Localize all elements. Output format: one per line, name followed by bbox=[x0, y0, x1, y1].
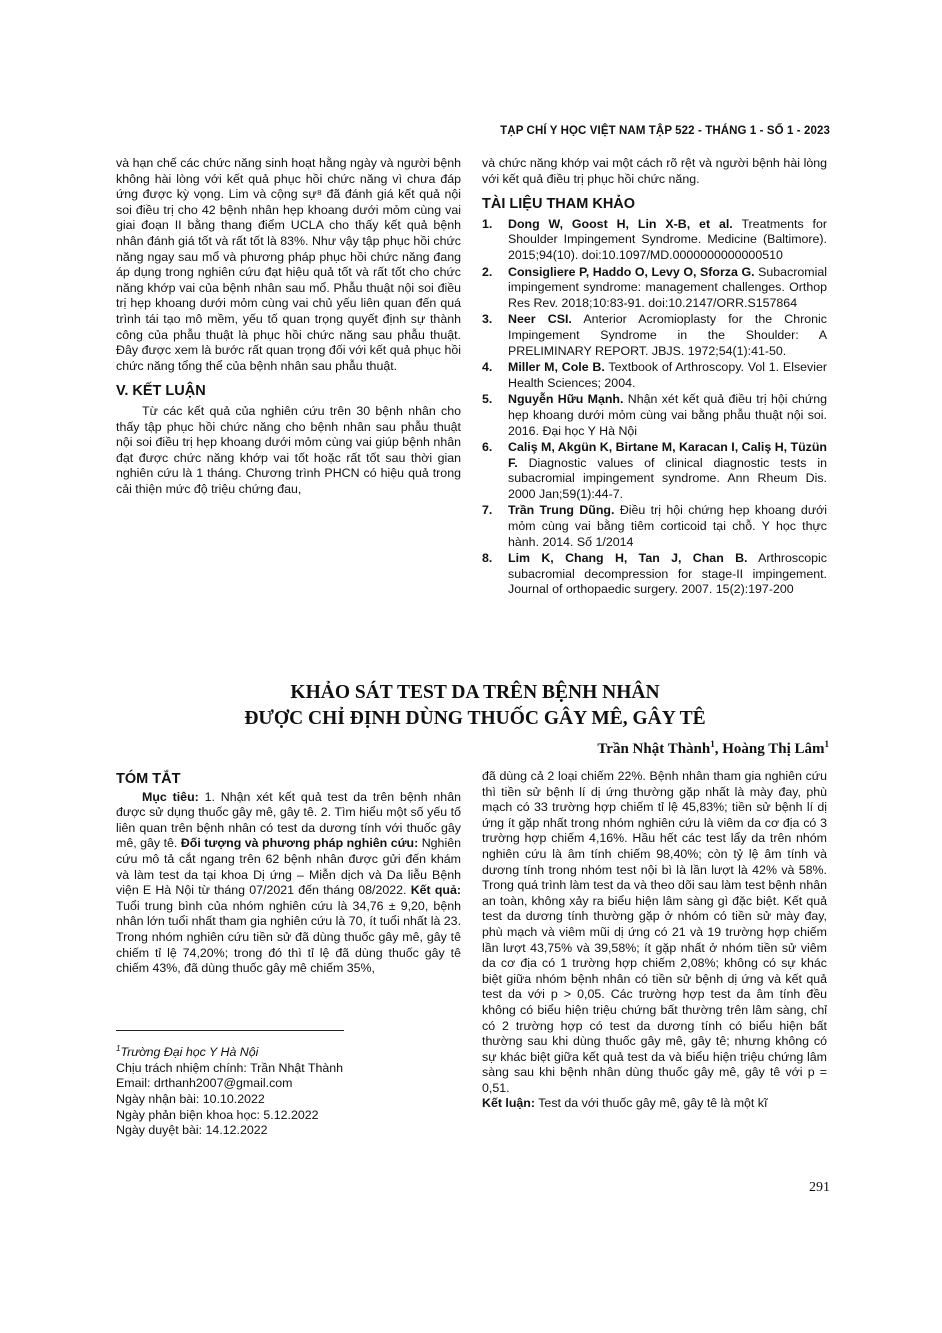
journal-header: TẠP CHÍ Y HỌC VIỆT NAM TẬP 522 - THÁNG 1 - SỐ 1 - 2023 bbox=[500, 125, 830, 137]
footnotes bbox=[116, 1041, 461, 1139]
abstract-paragraph: Mục tiêu: 1. Nhận xét kết quả test da trên bệnh nhân được sử dụng thuốc gây mê, gây tê. 2. Tìm hiểu một số yếu tố liên quan trên bệnh nhân có test da dương tính với thuốc gây mê, gây tê. Đối tượng và phương pháp nghiên cứu: Nghiên cứu mô tả cắt ngang trên 62 bệnh nhân được gửi đến khám và làm test da tại khoa Dị ứng – Miễn dịch và Da liễu Bệnh viện E Hà Nội từ tháng 07/2021 đến tháng 08/2022. Kết quả: Tuổi trung bình của nhóm nghiên cứu là 34,76 ± 9,20, bệnh nhân lớn tuổi nhất tham gia nghiên cứu là 70, ít tuổi nhất là 23. Trong nhóm nghiên cứu tiền sử đã dùng thuốc gây mê, gây tê chiếm tỉ lệ 74,20%; trong đó thì tỉ lệ đã dùng thuốc gây tê chiếm 43%, đã dùng thuốc gây mê chiếm 35%, bbox=[116, 789, 462, 976]
discussion-paragraph: và hạn chế các chức năng sinh hoạt hằng ngày và người bệnh không hài lòng với kết quả phục hồi chức năng vì chưa đáp ứng được kỳ vọng. Lim và cộng sự⁸ đã đánh giá kết quả nội soi điều trị cho 42 bệnh nhân hẹp khoang dưới mỏm cùng vai giai đoạn II bằng thang điểm UCLA cho thấy kết quả bệnh nhân đánh giá tốt và rất tốt là 83%. Như vậy tập phục hồi chức năng ngay sau mổ và phương pháp phục hồi chức năng đang áp dụng trong nghiên cứu đạt hiệu quả tốt và rất tốt cho chức năng khớp vai của bệnh nhân sau mổ. Phẫu thuật nội soi điều trị hẹp khoang dưới mỏm cùng vai chủ yếu liên quan đến quá trình tái tạo mô mềm, yếu tố quan trọng quyết định sự thành công của phẫu thuật là phục hồi chức năng sau phẫu thuật. Đây được xem là bước rất quan trọng đối với kết quả phục hồi chức năng tổng thể của bệnh nhân sau phẫu thuật. bbox=[116, 156, 461, 373]
author-name: Trần Nhật Thành bbox=[597, 741, 711, 757]
affiliation: $^1$Trường Đại học Y Hà Nội bbox=[116, 1044, 259, 1060]
abstract-results-paragraph: đã dùng cả 2 loại chiếm 22%. Bệnh nhân tham gia nghiên cứu thì tiền sử bệnh lí dị ứng thường gặp nhất là mày đay, phù mạch có 33 trường hợp chiếm tỉ lệ 45,83%; tiền sử bệnh lí dị ứng ít gặp nhất trong nhóm nghiên cứu là viêm da cơ địa có 3 trường hợp chiếm 4,16%. Hầu hết các test lẩy da trên nhóm nghiên cứu là âm tính chiếm 98,40%; còn tỷ lệ âm tính và dương tính trong nhóm test nội bì là lần lượt là 42% và 58%. Trong quá trình làm test da và theo dõi sau làm test bệnh nhân an toàn, không xảy ra biểu hiện lâm sàng gì đặc biệt. Kết quả test da dương tính thường gặp ở nhóm có tiền sử mày đay, phù mạch và viêm mũi dị ứng có 21 và 19 trường hợp chiếm lần lượt 43,75% và 39,58%; ít gặp nhất ở nhóm tiền sử viêm da cơ địa có 1 trường hợp chiếm 2,08%; không có sự khác biệt giữa nhóm bệnh nhân có tiền sử bệnh dị ứng và kết quả test da với p > 0,05. Các trường hợp test da âm tính đều không có biểu hiện triệu chứng bất thường trên lâm sàng, chỉ có 2 trường hợp có test da dương tính có biểu hiện bất thường sau khi dùng thuốc gây mê, gây tê; nhưng không có sự khác biệt giữa kết quả test da và biểu hiện triệu chứng lâm sàng sau khi bệnh nhân dùng thuốc gây mê, gây tê với p = 0,51. bbox=[482, 769, 827, 1095]
responsible-author: Chịu trách nhiệm chính: Trần Nhật Thành bbox=[116, 1060, 344, 1075]
right-column-top bbox=[482, 156, 827, 599]
reference-item: 2. Consigliere P, Haddo O, Levy O, Sforza G. Subacromial impingement syndrome: management challenges. Orthop Res Rev. 2018;10:83-91. doi:10.2147/ORR.S157864 bbox=[482, 264, 827, 310]
reference-item: 5. Nguyễn Hữu Mạnh. Nhận xét kết quả điều trị hội chứng hẹp khoang dưới mỏm cùng vai bằng phẫu thuật nội soi. 2016. Đại học Y Hà Nội bbox=[482, 392, 827, 438]
article-title bbox=[120, 680, 830, 732]
reference-item: 8. Lim K, Chang H, Tan J, Chan B. Arthroscopic subacromial decompression for stage-II impingement. Journal of orthopaedic surgery. 2007. 15(2):197-200 bbox=[482, 551, 827, 597]
reference-item: 4. Miller M, Cole B. Textbook of Arthroscopy. Vol 1. Elsevier Health Sciences; 2004. bbox=[482, 360, 827, 390]
reviewed-date: Ngày phản biện khoa học: 5.12.2022 bbox=[116, 1107, 319, 1122]
reference-item: 7. Trần Trung Dũng. Điều trị hội chứng hẹp khoang dưới mỏm cùng vai bằng tiêm corticoid tại chỗ. Y học thực hành. 2014. Số 1/2014 bbox=[482, 503, 827, 549]
references-heading: TÀI LIỆU THAM KHẢO bbox=[482, 196, 636, 213]
title-line-1: KHẢO SÁT TEST DA TRÊN BỆNH NHÂN bbox=[290, 682, 660, 703]
continuation-paragraph: và chức năng khớp vai một cách rõ rệt và người bệnh hài lòng với kết quả điều trị phục hồi chức năng. bbox=[482, 156, 827, 186]
author-line: Trần Nhật Thành$^1$, Hoàng Thị Lâm$^1$ bbox=[597, 739, 829, 757]
abstract-conclusion: Kết luận: Test da với thuốc gây mê, gây tê là một kĩ bbox=[482, 1096, 768, 1111]
page-number: 291 bbox=[809, 1180, 830, 1195]
approved-date: Ngày duyệt bài: 14.12.2022 bbox=[116, 1123, 268, 1138]
conclusion-paragraph: Từ các kết quả của nghiên cứu trên 30 bệnh nhân cho thấy tập phục hồi chức năng cho bệnh nhân sau phẫu thuật nội soi điều trị hẹp khoang dưới mỏm cùng vai giúp bệnh nhân đạt được chức năng khớp vai tốt hoặc rất tốt sau thời gian nghiên cứu là 1 tháng. Chương trình PHCN có hiệu quả trong cải thiện mức độ triệu chứng đau, bbox=[116, 403, 461, 496]
abstract-right-column bbox=[482, 769, 827, 1112]
abstract-left-column bbox=[116, 772, 461, 977]
reference-item: 6. Caliş M, Akgün K, Birtane M, Karacan I, Caliş H, Tüzün F. Diagnostic values of clinical diagnostic tests in subacromial impingement syndrome. Ann Rheum Dis. 2000 Jan;59(1):44-7. bbox=[482, 440, 827, 501]
reference-item: 3. Neer CSI. Anterior Acromioplasty for the Chronic Impingement Syndrome in the Shoulder: A PRELIMINARY REPORT. JBJS. 1972;54(1):41-50. bbox=[482, 312, 828, 358]
reference-list bbox=[482, 217, 827, 598]
left-column-top bbox=[116, 156, 461, 497]
received-date: Ngày nhận bài: 10.10.2022 bbox=[116, 1091, 265, 1106]
footnote-separator bbox=[116, 1030, 344, 1031]
reference-item: 1. Dong W, Goost H, Lin X-B, et al. Treatments for Shoulder Impingement Syndrome. Medicine (Baltimore). 2015;94(10). doi:10.1097/MD.0000000000000510 bbox=[482, 216, 828, 262]
abstract-heading: TÓM TẮT bbox=[116, 771, 181, 787]
title-line-2: ĐƯỢC CHỈ ĐỊNH DÙNG THUỐC GÂY MÊ, GÂY TÊ bbox=[244, 708, 706, 729]
author-name: Hoàng Thị Lâm bbox=[722, 741, 825, 757]
email: Email: drthanh2007@gmail.com bbox=[116, 1076, 293, 1091]
conclusion-heading: V. KẾT LUẬN bbox=[116, 383, 206, 400]
